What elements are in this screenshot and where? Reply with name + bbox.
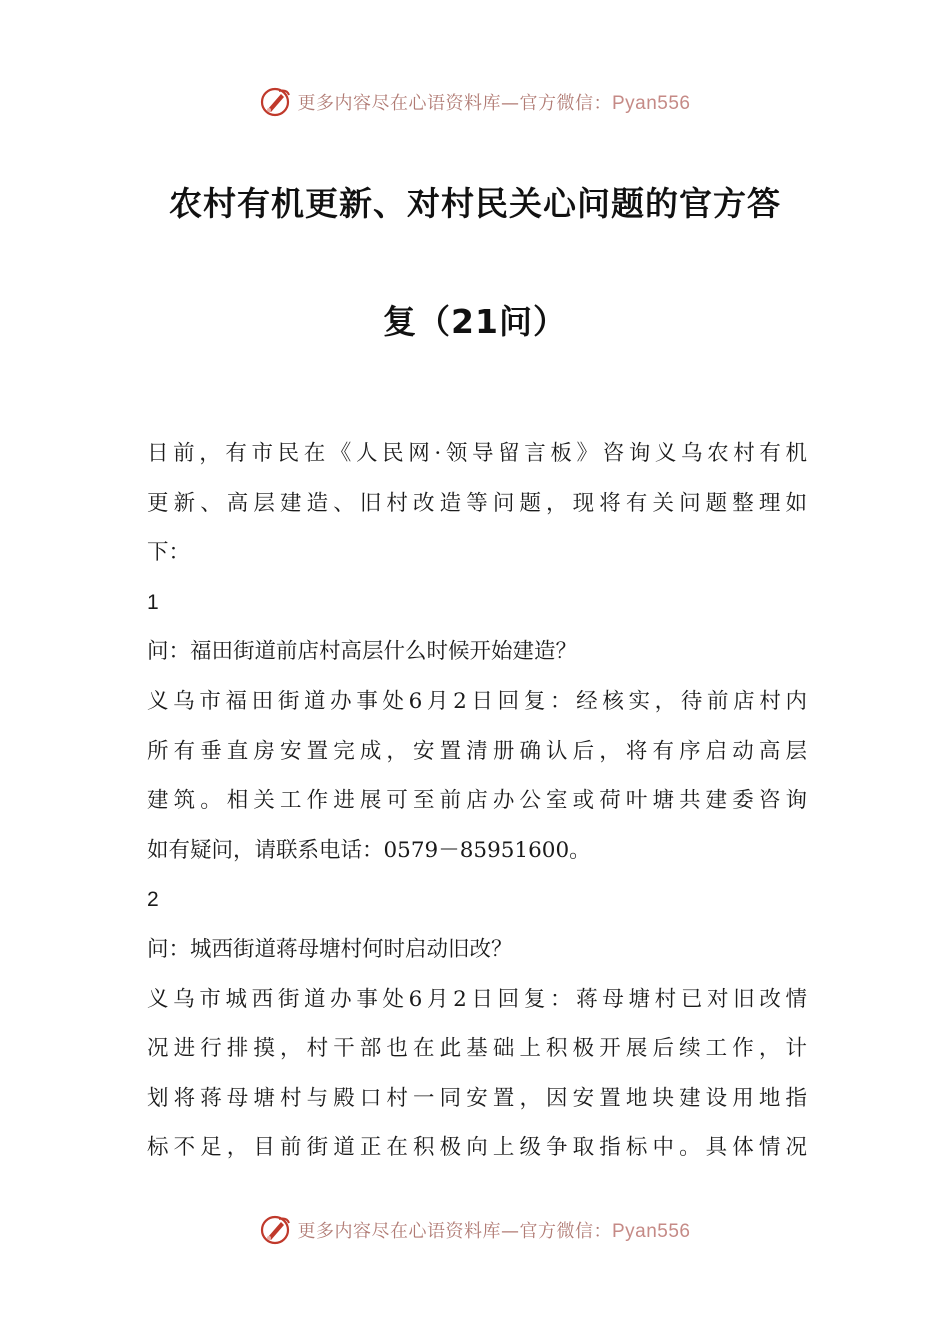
answer-line: 如有疑问，请联系电话：0579－85951600。 — [147, 837, 591, 863]
answer-line: 建筑。相关工作进展可至前店办公室或荷叶塘共建委咨询 — [147, 788, 807, 814]
answer-line: 况进行排摸，村干部也在此基础上积极开展后续工作，计 — [147, 1036, 807, 1062]
watermark-text: 更多内容尽在心语资料库—官方微信： — [297, 93, 612, 114]
answer-line: 划将蒋母塘村与殿口村一同安置，因安置地块建设用地指 — [147, 1085, 807, 1111]
question-text: 问：福田街道前店村高层什么时候开始建造？ — [147, 639, 578, 665]
intro-line: 下： — [147, 540, 191, 566]
intro-line: 日前，有市民在《人民网·领导留言板》咨询义乌农村有机 — [147, 441, 807, 466]
document-title-line-1: 农村有机更新、对村民关心问题的官方答 — [169, 184, 781, 223]
pen-logo-icon — [259, 85, 293, 119]
answer-line: 义乌市城西街道办事处6月2日回复：蒋母塘村已对旧改情 — [147, 986, 807, 1012]
watermark-wechat-id: Pyan556 — [611, 93, 691, 114]
watermark-text: 更多内容尽在心语资料库—官方微信： — [297, 1221, 612, 1242]
watermark-wechat-id: Pyan556 — [611, 1221, 691, 1242]
question-number: 1 — [147, 590, 159, 614]
intro-line: 更新、高层建造、旧村改造等问题，现将有关问题整理如 — [147, 490, 807, 516]
question-text: 问：城西街道蒋母塘村何时启动旧改？ — [147, 936, 513, 962]
document-body — [147, 432, 807, 1176]
document-title-line-2: 复（21问） — [383, 302, 567, 341]
watermark-footer — [0, 1210, 950, 1250]
watermark-header — [0, 82, 950, 122]
answer-line: 义乌市福田街道办事处6月2日回复：经核实，待前店村内 — [147, 688, 807, 714]
question-number: 2 — [147, 888, 159, 912]
pen-logo-icon — [259, 1213, 293, 1247]
answer-line: 标不足，目前街道正在积极向上级争取指标中。具体情况 — [147, 1135, 807, 1161]
answer-line: 所有垂直房安置完成，安置清册确认后，将有序启动高层 — [147, 738, 807, 764]
